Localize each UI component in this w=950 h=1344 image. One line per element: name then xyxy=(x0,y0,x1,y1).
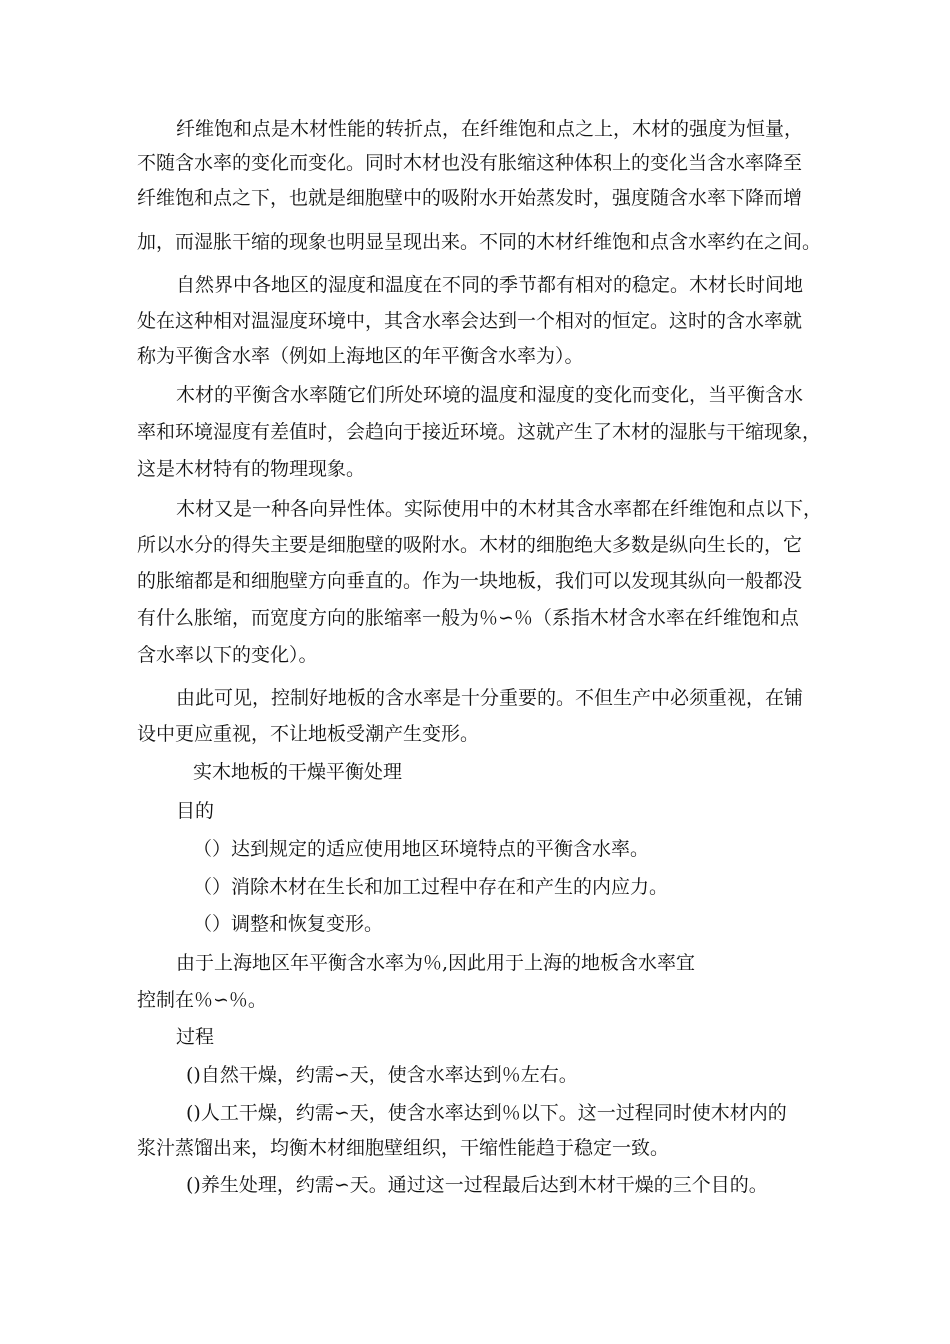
text-line: 这是木材特有的物理现象。 xyxy=(137,458,366,480)
list-item: ()养生处理，约需∽天。通过这一过程最后达到木材干燥的三个目的。 xyxy=(186,1174,768,1196)
text-line: 设中更应重视，不让地板受潮产生变形。 xyxy=(137,723,480,745)
list-item: （）调整和恢复变形。 xyxy=(193,913,384,935)
text-line: 所以水分的得失主要是细胞壁的吸附水。木材的细胞绝大多数是纵向生长的，它 xyxy=(137,534,803,556)
text-line: 的胀缩都是和细胞壁方向垂直的。作为一块地板，我们可以发现其纵向一般都没 xyxy=(137,570,803,592)
text-line: 含水率以下的变化）。 xyxy=(137,644,318,666)
list-item: ()人工干燥，约需∽天，使含水率达到％以下。这一过程同时使木材内的 xyxy=(186,1102,787,1124)
text-line: 有什么胀缩，而宽度方向的胀缩率一般为％∽％（系指木材含水率在纤维饱和点 xyxy=(137,607,799,629)
list-item: （）达到规定的适应使用地区环境特点的平衡含水率。 xyxy=(193,838,650,860)
text-line: 浆汁蒸馏出来，均衡木材细胞壁组织，干缩性能趋于稳定一致。 xyxy=(137,1137,670,1159)
text-line: 纤维饱和点之下，也就是细胞壁中的吸附水开始蒸发时，强度随含水率下降而增 xyxy=(137,187,803,209)
text-line: 木材的平衡含水率随它们所处环境的温度和湿度的变化而变化，当平衡含水 xyxy=(176,384,804,406)
subheading-process: 过程 xyxy=(176,1026,215,1048)
list-item: ()自然干燥，约需∽天，使含水率达到％左右。 xyxy=(186,1064,578,1086)
text-line: 自然界中各地区的湿度和温度在不同的季节都有相对的稳定。木材长时间地 xyxy=(176,274,804,296)
text-line: 由此可见，控制好地板的含水率是十分重要的。不但生产中必须重视，在铺 xyxy=(176,687,804,709)
text-line: 木材又是一种各向异性体。实际使用中的木材其含水率都在纤维饱和点以下， xyxy=(176,498,823,520)
text-line: 控制在％∽％。 xyxy=(137,989,267,1011)
text-line: 加，而湿胀干缩的现象也明显呈现出来。不同的木材纤维饱和点含水率约在之间。 xyxy=(137,231,822,253)
section-heading: 实木地板的干燥平衡处理 xyxy=(193,761,403,783)
text-line: 率和环境湿度有差值时，会趋向于接近环境。这就产生了木材的湿胀与干缩现象， xyxy=(137,421,822,443)
subheading-purpose: 目的 xyxy=(176,800,215,822)
text-line: 处在这种相对温湿度环境中，其含水率会达到一个相对的恒定。这时的含水率就 xyxy=(137,310,803,332)
text-line: 由于上海地区年平衡含水率为％,因此用于上海的地板含水率宜 xyxy=(176,952,696,974)
text-line: 不随含水率的变化而变化。同时木材也没有胀缩这种体积上的变化当含水率降至 xyxy=(137,152,803,174)
text-line: 纤维饱和点是木材性能的转折点，在纤维饱和点之上，木材的强度为恒量， xyxy=(176,118,804,140)
text-line: 称为平衡含水率（例如上海地区的年平衡含水率为）。 xyxy=(137,345,584,367)
list-item: （）消除木材在生长和加工过程中存在和产生的内应力。 xyxy=(193,876,669,898)
